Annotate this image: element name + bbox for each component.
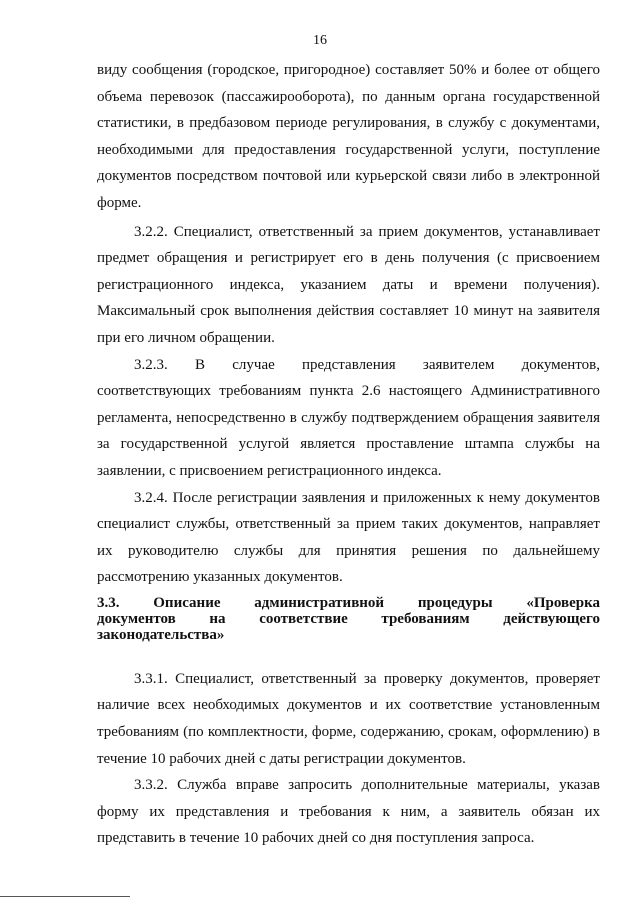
paragraph-3-2-2: 3.2.2. Специалист, ответственный за прием документов, устанавливает предмет обращения и регистрирует его в день получения (с присвоением регистрационного индекса, указанием даты и времени получения). Максимальный срок выполнения действия составляет 10 минут на заявителя при его личном обращении.	[97, 223, 600, 346]
section-heading-line-2	[97, 611, 600, 627]
document-body	[97, 57, 600, 852]
section-heading-3-3	[97, 595, 600, 643]
paragraph-3-2-3: 3.2.3. В случае представления заявителем документов, соответствующих требованиям пункта 2.6 настоящего Административного регламента, непосредственно в службу подтверждением обращения заявителя за государственной услугой является проставление штампа службы на заявлении, с присвоением регистрационного индекса.	[97, 356, 600, 479]
heading-word: требованиям	[381, 610, 470, 627]
section-heading-line-1	[97, 595, 600, 611]
heading-word: документов	[97, 610, 176, 627]
heading-word: 3.3.	[97, 594, 120, 611]
paragraph-continuation: виду сообщения (городское, пригородное) составляет 50% и более от общего объема перевозок (пассажирооборота), по данным органа государственной статистики, в предбазовом периоде регулирования, в службу с документами, необходимыми для предоставления государственной услуги, поступление документов посредством почтовой или курьерской связи либо в электронной форме.	[97, 62, 600, 211]
page-number: 16	[313, 33, 327, 48]
heading-word: на	[209, 610, 226, 627]
heading-word: процедуры	[417, 594, 493, 611]
section-heading-line-3: законодательства»	[97, 626, 225, 643]
paragraph-3-3-2: 3.3.2. Служба вправе запросить дополнительные материалы, указав форму их представления и требования к ним, а заявитель обязан их представить в течение 10 рабочих дней со дня поступления запроса.	[97, 777, 600, 847]
heading-word: административной	[254, 594, 385, 611]
heading-word: соответствие	[259, 610, 348, 627]
heading-word: действующего	[503, 610, 600, 627]
footnote-divider	[0, 896, 130, 897]
paragraph-3-3-1: 3.3.1. Специалист, ответственный за проверку документов, проверяет наличие всех необходимых документов и их соответствие установленным требованиям (по комплектности, форме, содержанию, срокам, оформлению) в течение 10 рабочих дней с даты регистрации документов.	[97, 670, 600, 767]
heading-word: Описание	[153, 594, 221, 611]
heading-word: «Проверка	[526, 594, 600, 611]
paragraph-3-2-4: 3.2.4. После регистрации заявления и приложенных к нему документов специалист службы, ответственный за прием таких документов, направляет их руководителю службы для принятия решения по дальнейшему рассмотрению указанных документов.	[97, 489, 600, 586]
